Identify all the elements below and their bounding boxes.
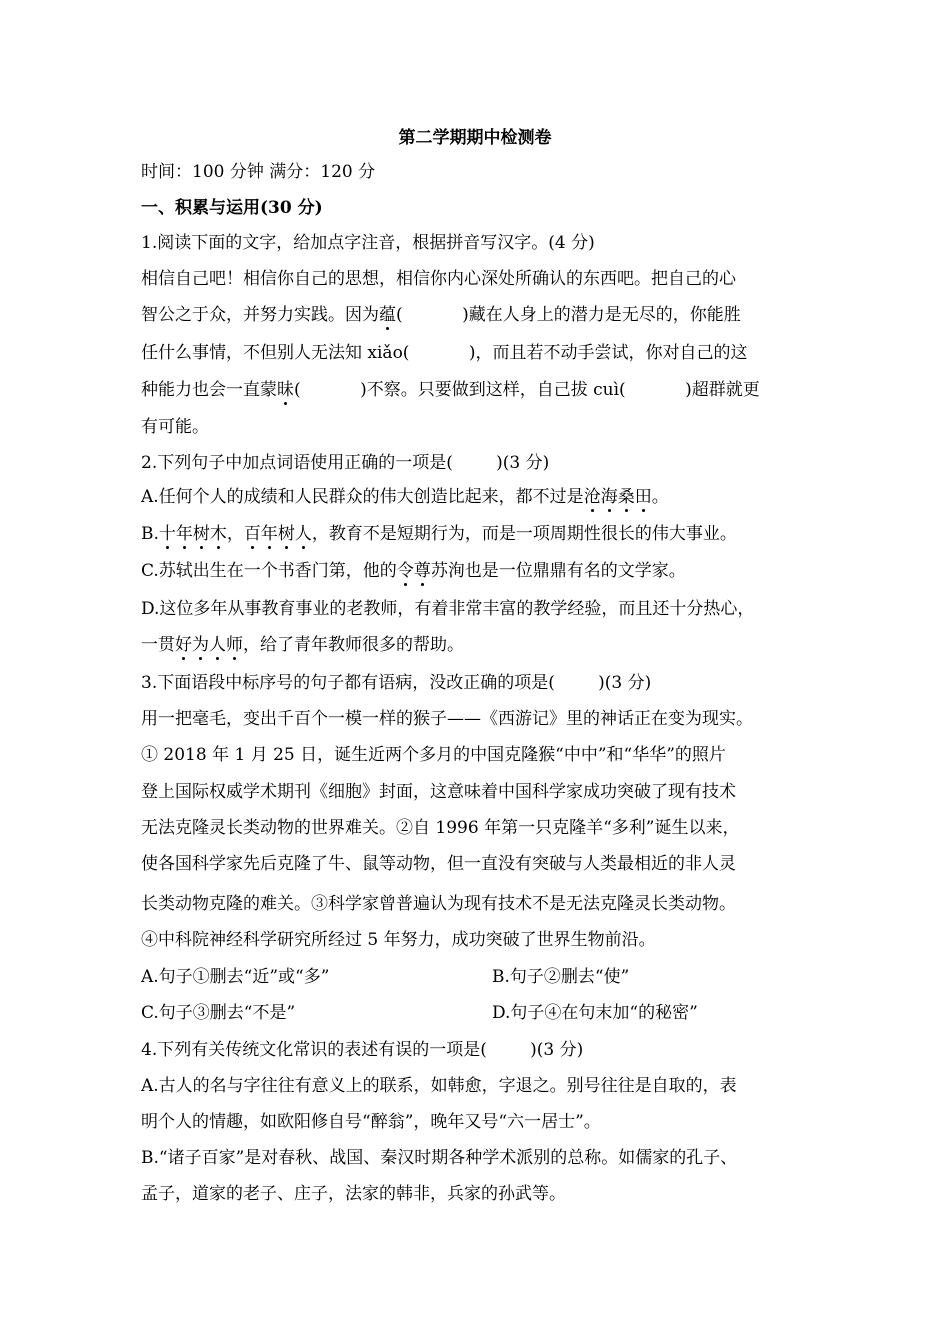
q3-stem: 3.下面语段中标序号的句子都有语病，没改正确的项是( )(3 分) [141, 673, 652, 693]
dotted-char: 年 [260, 524, 278, 544]
dotted-char: 树 [192, 524, 210, 544]
dotted-char: 树 [277, 524, 295, 544]
section-heading: 一、积累与运用(30 分) [141, 198, 323, 218]
dotted-char: 好 [175, 635, 192, 655]
dotted-char: 沧 [583, 487, 601, 507]
text: ( )不察。只要做到这样，自己拔 cuì( )超群就更 [294, 380, 760, 400]
dotted-char: 昧 [277, 380, 294, 400]
q4-option-a-cont: 明个人的情趣，如欧阳修自号“醉翁”，晚年又号“六一居士”。 [141, 1112, 601, 1132]
exam-meta: 时间：100 分钟 满分：120 分 [141, 162, 376, 182]
q3-passage-line: 登上国际权威学术期刊《细胞》封面，这意味着中国科学家成功突破了现有技术 [141, 782, 736, 802]
q3-option-c: C.句子③删去“不是” [141, 1003, 296, 1023]
dotted-char: 十 [158, 524, 176, 544]
q2-option-c [141, 560, 686, 582]
dotted-char: 人 [294, 524, 312, 544]
q2-option-d-cont [141, 634, 464, 656]
text: 。 [651, 487, 669, 507]
q3-passage-line: ④中科院神经科学研究所经过 5 年努力，成功突破了世界生物前沿。 [141, 930, 656, 950]
q2-option-b [141, 523, 737, 545]
q2-option-a [141, 486, 669, 508]
text: A.任何个人的成绩和人民群众的伟大创造比起来，都不过是 [141, 487, 584, 507]
q3-passage-line: ① 2018 年 1 月 25 日，诞生近两个多月的中国克隆猴“中中”和“华华”的照片 [141, 745, 726, 765]
text: ，教育不是短期行为，而是一项周期性很长的伟大事业。 [311, 524, 737, 544]
q3-passage-line: 使各国科学家先后克隆了牛、鼠等动物，但一直没有突破与人类最相近的非人灵 [141, 854, 736, 874]
exam-title: 第二学期期中检测卷 [398, 128, 552, 148]
text: ( )藏在人身上的潜力是无尽的，你能胜 [396, 305, 741, 325]
q1-passage-line: 相信自己吧！相信你自己的思想，相信你内心深处所确认的东西吧。把自己的心 [141, 269, 736, 289]
q1-passage-line [141, 304, 741, 326]
dotted-char: 尊 [413, 561, 431, 581]
dotted-char: 田 [634, 487, 652, 507]
text: 种能力也会一直蒙 [141, 380, 277, 400]
q1-passage-line: 有可能。 [141, 417, 209, 437]
text: B. [141, 524, 159, 544]
q2-option-d: D.这位多年从事教育事业的老教师，有着非常丰富的教学经验，而且还十分热心， [141, 599, 755, 619]
dotted-char: 桑 [617, 487, 635, 507]
dotted-char: 海 [600, 487, 618, 507]
q3-passage-line: 无法克隆灵长类动物的世界难关。②自 1996 年第一只克隆羊“多利”诞生以来， [141, 818, 740, 838]
dotted-char: 人 [209, 635, 226, 655]
dotted-char: 木 [209, 524, 227, 544]
q3-option-b: B.句子②删去“使” [492, 967, 630, 987]
text: 苏洵也是一位鼎鼎有名的文学家。 [430, 561, 686, 581]
q4-option-b: B.“诸子百家”是对春秋、战国、秦汉时期各种学术派别的总称。如儒家的孔子、 [141, 1148, 738, 1168]
q3-passage-line: 用一把毫毛，变出千百个一模一样的猴子——《西游记》里的神话正在变为现实。 [141, 709, 753, 729]
dotted-char: 为 [192, 635, 209, 655]
q3-option-a: A.句子①删去“近”或“多” [141, 967, 330, 987]
dotted-char: 师 [226, 635, 243, 655]
q2-stem: 2.下列句子中加点词语使用正确的一项是( )(3 分) [141, 453, 550, 473]
q1-passage-line: 任什么事情，不但别人无法知 xiǎo( )，而且若不动手尝试，你对自己的这 [141, 343, 748, 363]
dotted-char: 百 [243, 524, 261, 544]
q1-stem: 1.阅读下面的文字，给加点字注音，根据拼音写汉字。(4 分) [141, 233, 595, 253]
text: C.苏轼出生在一个书香门第，他的 [141, 561, 397, 581]
q3-option-d: D.句子④在句末加“的秘密” [492, 1003, 698, 1023]
q4-option-a: A.古人的名与字往往有意义上的联系，如韩愈，字退之。别号往往是自取的，表 [141, 1076, 737, 1096]
q4-option-b-cont: 孟子，道家的老子、庄子，法家的韩非，兵家的孙武等。 [141, 1184, 566, 1204]
text: 智公之于众，并努力实践。因为 [141, 305, 379, 325]
text: ，给了青年教师很多的帮助。 [243, 635, 464, 655]
dotted-char: 年 [175, 524, 193, 544]
q4-stem: 4.下列有关传统文化常识的表述有误的一项是( )(3 分) [141, 1040, 584, 1060]
dotted-char: 令 [396, 561, 414, 581]
dotted-char: 蕴 [379, 305, 396, 325]
text: 一贯 [141, 635, 175, 655]
text: ， [226, 524, 244, 544]
q3-passage-line: 长类动物克隆的难关。③科学家曾普遍认为现有技术不是无法克隆灵长类动物。 [141, 894, 736, 914]
q1-passage-line [141, 379, 760, 401]
